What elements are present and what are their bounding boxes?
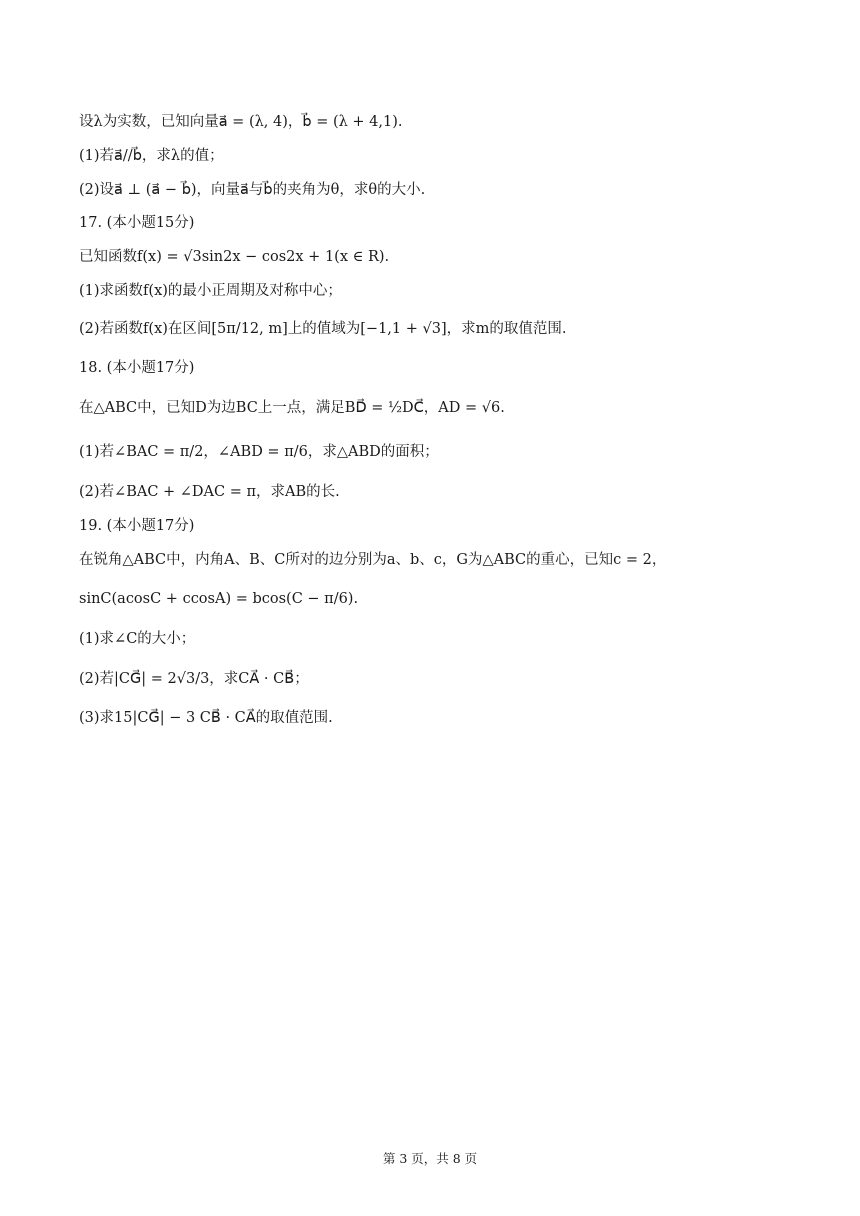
page-footer: 第 3 页，共 8 页 (382, 1151, 478, 1166)
problem-16-part-2: (2)设a⃗ ⊥ (a⃗ − b⃗)，向量a⃗与b⃗的夹角为θ，求θ的大小. (79, 182, 426, 198)
problem-17-heading: 17. (本小题15分) (79, 215, 195, 231)
problem-18-part-1: (1)若∠BAC = π/2，∠ABD = π/6，求△ABD的面积； (79, 444, 439, 460)
problem-18-part-2: (2)若∠BAC + ∠DAC = π，求AB的长. (79, 484, 340, 500)
problem-19-stem-line-1: 在锐角△ABC中，内角A、B、C所对的边分别为a、b、c，G为△ABC的重心，已知c = 2， (79, 552, 667, 568)
problem-16-part-1: (1)若a⃗//b⃗，求λ的值； (79, 148, 224, 164)
problem-17-part-1: (1)求函数f(x)的最小正周期及对称中心； (79, 283, 342, 299)
problem-18-heading: 18. (本小题17分) (79, 360, 195, 376)
problem-19-stem-line-2: sinC(acosC + ccosA) = bcos(C − π/6). (79, 591, 359, 607)
problem-19-part-3: (3)求15|CG⃗| − 3 CB⃗ · CA⃗的取值范围. (79, 710, 333, 726)
problem-17-part-2: (2)若函数f(x)在区间[5π/12, m]上的值域为[−1,1 + √3]，求m的取值范围. (79, 321, 567, 337)
problem-19-heading: 19. (本小题17分) (79, 518, 195, 534)
problem-17-stem: 已知函数f(x) = √3sin2x − cos2x + 1(x ∈ R). (79, 249, 390, 265)
problem-19-part-1: (1)求∠C的大小； (79, 631, 196, 647)
problem-18-stem: 在△ABC中，已知D为边BC上一点，满足BD⃗ = ½DC⃗，AD = √6. (79, 400, 505, 416)
problem-19-part-2: (2)若|CG⃗| = 2√3/3，求CA⃗ · CB⃗； (79, 671, 309, 687)
problem-16-stem: 设λ为实数，已知向量a⃗ = (λ, 4)，b⃗ = (λ + 4,1). (79, 114, 403, 130)
